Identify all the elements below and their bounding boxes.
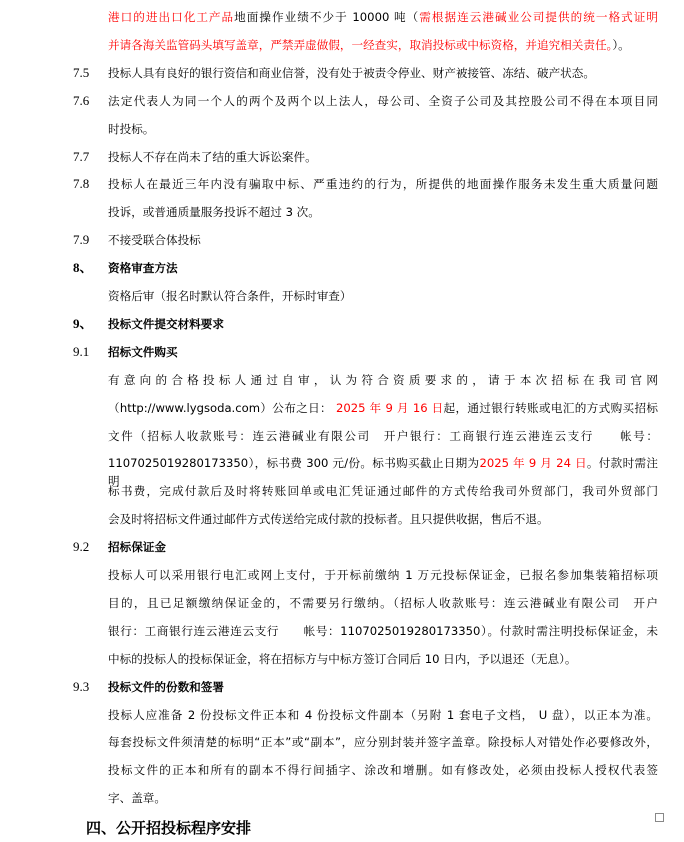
text-line [108, 482, 658, 500]
text-segment: 文件（招标人收款账号：连云港碱业有限公司 开户银行：工商银行连云港连云支行 帐号： [108, 428, 658, 443]
text-segment: 投标人不存在尚未了结的重大诉讼案件。 [108, 149, 317, 164]
text-line [108, 371, 658, 389]
text-line [108, 622, 658, 640]
text-segment: 字、盖章。 [108, 791, 166, 806]
clause-title [108, 678, 658, 696]
text-line [108, 789, 658, 807]
text-segment: 投标文件的正本和所有的副本不得行间插字、涂改和增删。如有修改处，必须由投标人授权代表签 [108, 763, 658, 778]
text-line [108, 399, 658, 417]
paragraph-mark-icon [655, 813, 664, 822]
text-segment: 投标人在最近三年内没有骗取中标、严重违约的行为，所提供的地面操作服务未发生重大质量问题 [108, 177, 658, 192]
text-segment: 标书费，完成付款后及时将转账回单或电汇凭证通过邮件的方式传给我司外贸部门，我司外贸部门 [108, 484, 658, 499]
clause-number: 7.8 [73, 176, 90, 192]
text-segment: 投标人具有良好的银行资信和商业信誉，没有处于被责令停业、财产被接管、冻结、破产状态。 [108, 65, 595, 80]
text-segment: 资格审查方法 [108, 261, 178, 276]
text-segment: （http://www.lygsoda.com）公布之日： [108, 400, 336, 415]
text-segment: 每套投标文件须清楚的标明“正本”或“副本”，应分别封装并签字盖章。除投标人对错处作必要修改外， [108, 735, 658, 750]
clause-title [108, 538, 658, 556]
text-segment: 招标保证金 [108, 540, 166, 555]
text-segment: 投标人可以采用银行电汇或网上支付，于开标前缴纳 1 万元投标保证金，已报名参加集装箱招标项 [108, 568, 658, 582]
text-segment: 银行：工商银行连云港连云支行 帐号：1107025019280173350）。付款时需注明投标保证金，未 [108, 623, 658, 638]
text-segment: 起，通过银行转账或电汇的方式购买招标 [443, 400, 658, 415]
clause-number: 7.6 [73, 92, 90, 108]
text-segment: 有意向的合格投标人通过自审，认为符合资质要求的，请于本次招标在我司官网 [108, 372, 658, 387]
text-segment: 中标的投标人的投标保证金，将在招标方与中标方签订合同后 10 日内，予以退还（无息）。 [108, 651, 577, 666]
clause-number: 9.1 [73, 343, 90, 359]
text-segment: 地面操作业绩不少于 10000 吨（ [234, 10, 420, 24]
clause-number: 7.5 [73, 64, 90, 80]
clause-number: 9、 [73, 315, 93, 331]
text-line [108, 120, 658, 138]
text-segment: 招标文件购买 [108, 344, 178, 359]
highlighted-text: 并请各海关监管码头填写盖章，严禁弄虚做假，一经查实，取消投标或中标资格，并追究相关责任。 [108, 37, 613, 52]
text-segment: 法定代表人为同一个人的两个及两个以上法人，母公司、全资子公司及其控股公司不得在本项目同 [108, 93, 658, 108]
clause-number: 7.7 [73, 148, 90, 164]
text-segment: 目的，且已足额缴纳保证金的，不需要另行缴纳。（招标人收款账号：连云港碱业有限公司 开户 [108, 595, 658, 610]
text-line [108, 650, 658, 668]
text-segment: 。付款时需注明 [108, 456, 658, 489]
text-segment: ）。 [612, 37, 630, 52]
text-segment: 会及时将招标文件通过邮件方式传送给完成付款的投标者。且只提供收据，售后不退。 [108, 512, 549, 527]
clause-title [108, 259, 658, 277]
clause-number: 8、 [73, 260, 93, 276]
text-segment: 投标文件提交材料要求 [108, 316, 224, 331]
text-line [108, 148, 658, 166]
text-segment: 投诉，或普通质量服务投诉不超过 3 次。 [108, 205, 320, 220]
clause-title [108, 343, 658, 361]
text-line [108, 203, 658, 221]
text-segment: 1107025019280173350），标书费 300 元/份。标书购买截止日期为 [108, 456, 480, 471]
text-line [108, 92, 658, 110]
text-segment: 投标文件的份数和签署 [108, 679, 224, 694]
clause-number: 9.3 [73, 678, 90, 694]
text-line [108, 510, 658, 528]
text-segment: 资格后审（报名时默认符合条件，开标时审查） [108, 289, 352, 303]
text-line [108, 706, 658, 724]
text-segment: 时投标。 [108, 121, 155, 136]
text-line [108, 36, 658, 54]
clause-title [108, 315, 658, 333]
text-line [108, 566, 658, 584]
text-line [108, 733, 658, 751]
highlighted-text: 2025 年 9 月 16 日 [335, 400, 444, 415]
clause-number: 9.2 [73, 539, 90, 555]
text-segment: 不接受联合体投标 [108, 233, 201, 248]
text-line [108, 427, 658, 445]
text-line [108, 8, 658, 26]
text-line [108, 287, 658, 305]
text-line [108, 175, 658, 193]
section-heading: 四、公开招投标程序安排 [86, 819, 252, 837]
text-line [108, 594, 658, 612]
text-line [108, 231, 658, 249]
clause-number: 7.9 [73, 232, 90, 248]
highlighted-text: 港口的进出口化工产品 [108, 10, 235, 24]
text-segment: 投标人应准备 2 份投标文件正本和 4 份投标文件副本（另附 1 套电子文档， U 盘），以正本为准。 [108, 707, 658, 722]
highlighted-text: 需根据连云港碱业公司提供的统一格式证明 [419, 10, 658, 24]
text-line [108, 761, 658, 779]
highlighted-text: 2025 年 9 月 24 日 [479, 456, 587, 471]
text-line [108, 64, 658, 82]
